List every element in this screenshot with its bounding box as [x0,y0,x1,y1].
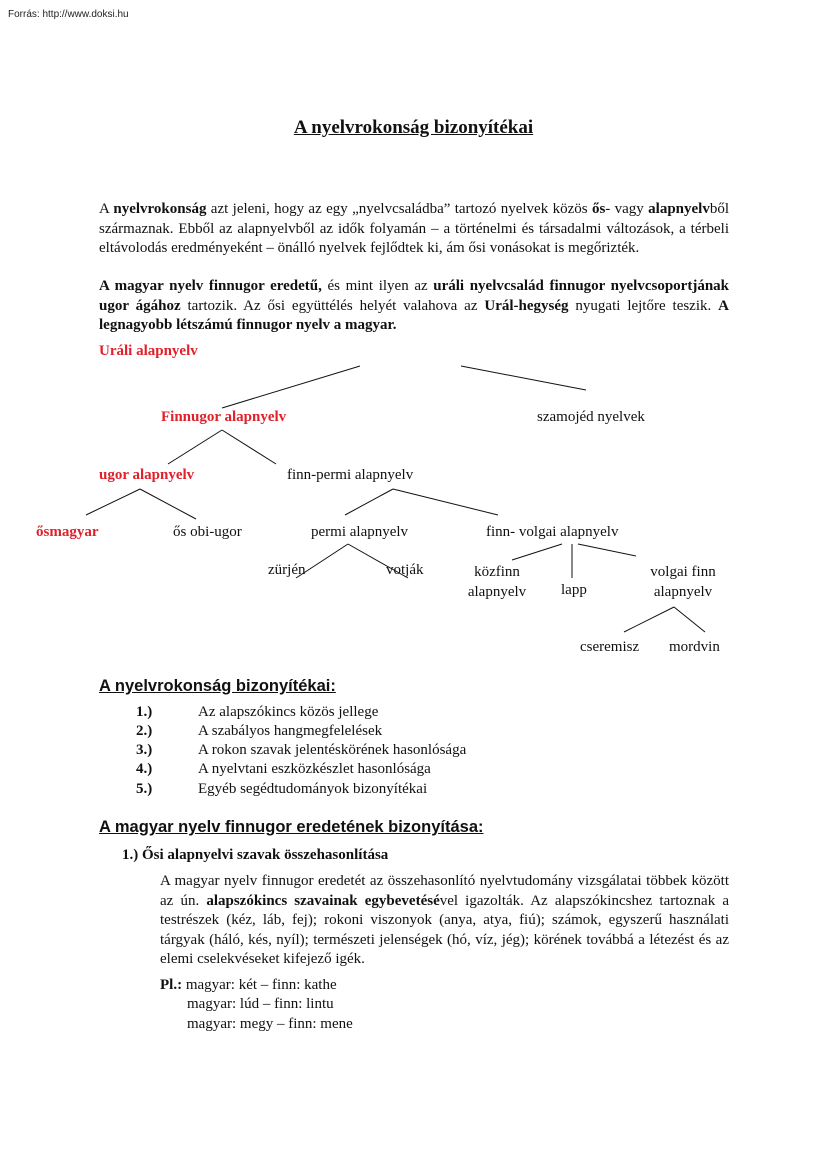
edge-finnvolgai-kozfinn [512,544,562,560]
node-volgai-finn-alapnyelv: volgai finn alapnyelv [650,564,716,600]
node-votjak: votják [386,562,424,578]
proof-sub-heading: 1.) Ősi alapnyelvi szavak összehasonlítása [122,847,389,863]
edge-finnvolgai-volgaifinn [578,544,636,556]
node-kozfinn-alapnyelv: közfinn alapnyelv [467,564,527,600]
node-permi-alapnyelv: permi alapnyelv [311,524,409,540]
example-row-2: magyar: lúd – finn: lintu [187,996,334,1012]
node-urali-alapnyelv: Uráli alapnyelv [99,343,198,359]
node-osmagyar: ősmagyar [36,524,99,540]
evidence-item-number: 5.) [136,781,153,797]
evidence-item-text: Egyéb segédtudományok bizonyítékai [198,781,428,797]
evidence-item-text: A nyelvtani eszközkészlet hasonlósága [198,761,431,777]
node-ugor-alapnyelv: ugor alapnyelv [99,467,195,483]
proof-body-paragraph: A magyar nyelv finnugor eredetét az összehasonlító nyelvtudomány vizsgálatai többek között az ún. alapszókincs szavainak egybevetésével igazolták. Az alapszókincshez tartoznak a testrészek (kéz, láb, fej); rokoni viszonyok (anya, atya, fiú); számok, egyszerű használati tárgyak (háló, kés, nyíl); természeti jelenségek (hó, víz, jég); körének továbbá a létezést és az elemi cselekvéseket kifejező igék. [160,873,729,968]
edge-urali-finnugor [222,366,360,408]
edge-finnpermi-permi [345,489,393,515]
edge-volgaifinn-mordvin [674,607,705,632]
node-zurjen: zürjén [268,562,306,578]
node-finn-permi-alapnyelv: finn-permi alapnyelv [287,467,414,483]
node-lapp: lapp [561,582,587,598]
edge-finnugor-ugor [168,430,222,464]
node-finnugor-alapnyelv: Finnugor alapnyelv [161,409,287,425]
node-cseremisz: cseremisz [580,639,640,655]
node-os-obi-ugor: ős obi-ugor [173,524,242,540]
evidence-item-number: 1.) [136,704,153,720]
node-finn-volgai-alapnyelv: finn- volgai alapnyelv [486,524,619,540]
evidence-item-number: 2.) [136,723,153,739]
node-mordvin: mordvin [669,639,720,655]
example-row-3: magyar: megy – finn: mene [187,1016,353,1032]
edge-ugor-osobiugor [140,489,196,519]
evidence-item-text: A szabályos hangmegfelelések [198,723,383,739]
edge-finnpermi-finnvolgai [393,489,498,515]
evidence-item-text: Az alapszókincs közös jellege [198,704,379,720]
example-label: Pl.: [160,977,183,993]
evidence-item-number: 4.) [136,761,153,777]
evidence-item-text: A rokon szavak jelentéskörének hasonlósága [198,742,467,758]
evidence-item-number: 3.) [136,742,153,758]
edge-volgaifinn-cseremisz [624,607,674,632]
edge-finnugor-finnpermi [222,430,276,464]
intro-paragraph-1: A nyelvrokonság azt jeleni, hogy az egy „nyelvcsaládba” tartozó nyelvek közös ős- vagy alapnyelvből származnak. Ebből az alapnyelvből az idők folyamán – a történelmi és társadalmi változások, a térbeli eltávolodás eredményeként – önálló nyelvek fejlődtek ki, ám ősi vonásokat is megőrizték. [99,201,730,256]
proof-heading: A magyar nyelv finnugor eredetének bizonyítása: [99,818,484,836]
source-label: Forrás: http://www.doksi.hu [8,9,129,20]
evidence-heading: A nyelvrokonság bizonyítékai: [99,677,336,695]
example-row-1: Pl.: magyar: két – finn: kathe [160,977,337,993]
node-szamojed-nyelvek: szamojéd nyelvek [537,409,645,425]
intro-paragraph-2: A magyar nyelv finnugor eredetű, és mint ilyen az uráli nyelvcsalád finnugor nyelvcsoportjának ugor ágához tartozik. Az ősi együttélés helyét valahova az Urál-hegység nyugati lejtőre teszik. A legnagyobb létszámú finnugor nyelv a magyar. [99,278,730,333]
edge-urali-szamojed [461,366,586,390]
edge-ugor-osmagyar [86,489,140,515]
page-title: A nyelvrokonság bizonyítékai [293,117,534,138]
